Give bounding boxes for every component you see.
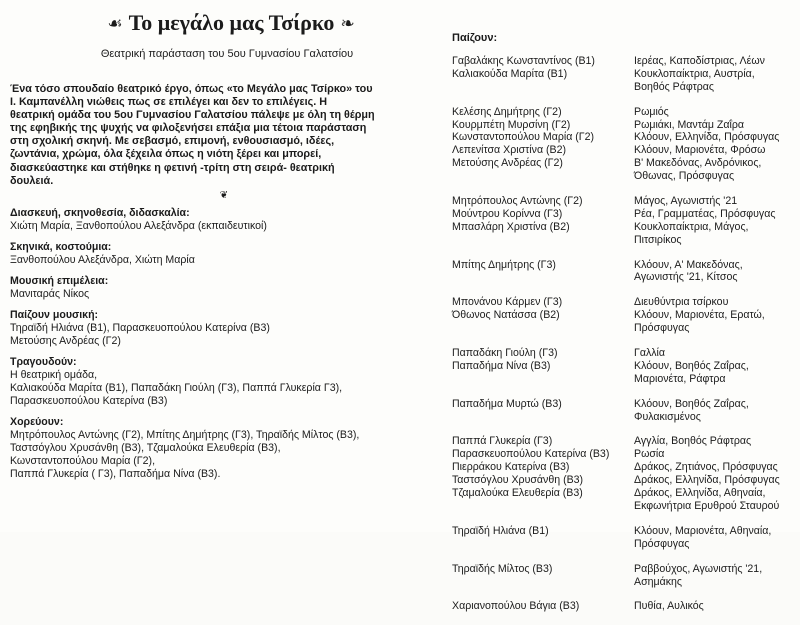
cast-group	[452, 296, 796, 335]
cast-names	[452, 195, 634, 247]
credit-line: Τηραϊδή Ηλιάνα (Β1), Παρασκευοπούλου Κατερίνα (Β3)	[10, 321, 270, 334]
cast-group	[452, 435, 796, 512]
intro-line: της εφηβικής της ψυχής να φιλοξενήσει επάξια μια τέτοια παράσταση	[10, 122, 367, 135]
credit-heading: Σκηνικά, κοστούμια:	[10, 240, 112, 253]
intro-line: δουλειά.	[10, 174, 54, 187]
cast-member-role: Πρόσφυγας	[634, 537, 690, 550]
cast-member-name: Τηραϊδής Μίλτος (Β3)	[452, 562, 553, 575]
credit-line: Μετούσης Ανδρέας (Γ2)	[10, 334, 121, 347]
cast-member-name: Τζαμαλούκα Ελευθερία (Β3)	[452, 487, 583, 500]
credit-line: Ταστσόγλου Χρυσάνθη (Β3), Τζαμαλούκα Ελευθερία (Β3),	[10, 441, 281, 454]
cast-group	[452, 347, 796, 386]
cast-names	[452, 106, 634, 183]
cast-group	[452, 525, 796, 551]
cast-member-role: Μαριονέτα, Ράφτρα	[634, 372, 726, 385]
cast-member-role: Κλόουν, Βοηθός Ζαΐρας,	[634, 359, 749, 372]
cast-names	[452, 347, 634, 386]
cast-group	[452, 563, 796, 589]
left-column	[10, 8, 438, 489]
cast-member-role: Βοηθός Ράφτρας	[634, 80, 715, 93]
cast-member-name: Λεπενίτσα Χριστίνα (Β2)	[452, 144, 567, 157]
cast-names	[452, 259, 634, 285]
intro-paragraph	[10, 83, 438, 188]
intro-line: ζωντάνια, χρώμα, όλα ξέχειλα όπως η νιότη ξέρει και μπορεί,	[10, 148, 322, 161]
cast-names	[452, 600, 634, 613]
cast-group	[452, 195, 796, 247]
cast-member-name: Πιερράκου Κατερίνα (Β3)	[452, 461, 570, 474]
divider-ornament-icon: ❦	[219, 189, 229, 201]
credit-heading: Παίζουν μουσική:	[10, 308, 99, 321]
cast-member-role: Κλόουν, Μαριονέτα, Αθηναία,	[634, 524, 772, 537]
right-column	[452, 32, 796, 625]
cast-member-name: Γαβαλάκης Κωνσταντίνος (Β1)	[452, 55, 595, 67]
cast-roles	[634, 296, 796, 335]
cast-member-role: Φυλακισμένος	[634, 410, 701, 423]
cast-roles	[634, 55, 796, 94]
cast-member-role: Εκφωνήτρια Ερυθρού Σταυρού	[634, 499, 780, 512]
cast-member-name: Μπασλάρη Χριστίνα (Β2)	[452, 220, 570, 233]
credit-line: Μητρόπουλος Αντώνης (Γ2), Μπίτης Δημήτρης (Γ3), Τηραϊδής Μίλτος (Β3),	[10, 428, 360, 441]
cast-roles	[634, 195, 796, 247]
cast-list	[452, 55, 796, 613]
cast-member-role: Κλόουν, Βοηθός Ζαΐρας,	[634, 397, 749, 410]
cast-member-name: Τηραϊδή Ηλιάνα (Β1)	[452, 524, 549, 537]
credit-line: Παππά Γλυκερία ( Γ3), Παπαδήμα Νίνα (Β3).	[10, 467, 221, 480]
cast-roles	[634, 563, 796, 589]
cast-member-role: Ρωμιός	[634, 105, 669, 118]
credit-music-editing	[10, 275, 438, 301]
cast-member-role: Ρωσία	[634, 448, 665, 461]
cast-group	[452, 106, 796, 183]
credit-line: Καλιακούδα Μαρίτα (Β1), Παπαδάκη Γιούλη (Γ3), Παππά Γλυκερία Γ3),	[10, 381, 343, 394]
cast-group	[452, 600, 796, 613]
intro-line: θεατρική ομάδα του 5ου Γυμνασίου Γαλατσίου πάλεψε με όλη τη θέρμη	[10, 109, 375, 122]
credit-line: Ξανθοπούλου Αλεξάνδρα, Χιώτη Μαρία	[10, 253, 195, 266]
cast-member-name: Παπαδήμα Μυρτώ (Β3)	[452, 397, 562, 410]
cast-member-name: Μητρόπουλος Αντώνης (Γ2)	[452, 195, 583, 208]
intro-line: στη σχολική σκηνή. Με σεβασμό, επιμονή, ενθουσιασμό, ιδέες,	[10, 135, 335, 148]
cast-roles	[634, 525, 796, 551]
cast-roles	[634, 435, 796, 512]
cast-roles	[634, 398, 796, 424]
cast-member-role: Κλόουν, Ελληνίδα, Πρόσφυγας	[634, 131, 780, 144]
credit-line: Μανιταράς Νίκος	[10, 287, 90, 300]
cast-group	[452, 398, 796, 424]
cast-names	[452, 435, 634, 512]
cast-names	[452, 398, 634, 424]
cast-member-role: Ρέα, Γραμματέας, Πρόσφυγας	[634, 207, 776, 220]
ornament-left-icon: ☙	[107, 14, 123, 34]
cast-group	[452, 55, 796, 94]
credit-line: Κωνσταντοπούλου Μαρία (Γ2),	[10, 454, 156, 467]
intro-line: διασκεύαστηκε και στήθηκε η φετινή -τρίτη στη σειρά- θεατρική	[10, 161, 335, 174]
credit-line: Η θεατρική ομάδα,	[10, 368, 98, 381]
credit-singers	[10, 356, 438, 408]
cast-member-name: Παπαδήμα Νίνα (Β3)	[452, 359, 551, 372]
cast-member-role: Πιτσιρίκος	[634, 233, 682, 246]
credit-line: Χιώτη Μαρία, Ξανθοπούλου Αλεξάνδρα (εκπαιδευτικοί)	[10, 219, 267, 232]
cast-names	[452, 55, 634, 94]
cast-group	[452, 259, 796, 285]
cast-names	[452, 563, 634, 589]
cast-member-role: Διευθύντρια τσίρκου	[634, 296, 729, 309]
cast-member-role: Όθωνας, Πρόσφυγας	[634, 170, 735, 183]
cast-member-role: Κουκλοπαίκτρια, Μάγος,	[634, 220, 749, 233]
credit-heading: Μουσική επιμέλεια:	[10, 274, 109, 287]
cast-member-role: Κουκλοπαίκτρια, Αυστρία,	[634, 67, 755, 80]
cast-member-name: Μούντρου Κορίννα (Γ3)	[452, 207, 563, 220]
cast-member-role: Δράκος, Ελληνίδα, Αθηναία,	[634, 487, 766, 500]
cast-heading: Παίζουν:	[452, 32, 498, 44]
cast-member-role: Ασημάκης	[634, 575, 683, 588]
cast-member-name: Κωνσταντοπούλου Μαρία (Γ2)	[452, 131, 595, 144]
ornament-right-icon: ❧	[340, 14, 355, 34]
cast-member-role: Κλόουν, Α' Μακεδόνας,	[634, 258, 743, 271]
cast-member-role: Αγωνιστής '21, Κίτσος	[634, 271, 738, 284]
subtitle: Θεατρική παράσταση του 5ου Γυμνασίου Γαλατσίου	[100, 48, 354, 60]
cast-names	[452, 296, 634, 335]
intro-line: Ένα τόσο σπουδαίο θεατρικό έργο, όπως «το Μεγάλο μας Τσίρκο» του	[10, 83, 373, 95]
cast-member-name: Μπονάνου Κάρμεν (Γ3)	[452, 296, 563, 309]
credit-heading: Διασκευή, σκηνοθεσία, διδασκαλία:	[10, 206, 190, 219]
cast-member-role: Αγγλία, Βοηθός Ράφτρας	[634, 435, 752, 448]
page-title	[24, 10, 438, 37]
cast-member-role: Κλόουν, Μαριονέτα, Ερατώ,	[634, 309, 765, 322]
cast-member-role: Γαλλία	[634, 347, 666, 360]
cast-roles	[634, 259, 796, 285]
cast-member-role: Δράκος, Ζητιάνος, Πρόσφυγας	[634, 461, 778, 474]
cast-member-role: Ιερέας, Καποδίστριας, Λέων	[634, 55, 765, 67]
cast-roles	[634, 106, 796, 183]
title-text: Το μεγάλο μας Τσίρκο	[128, 10, 335, 35]
cast-member-name: Μπίτης Δημήτρης (Γ3)	[452, 258, 556, 271]
cast-roles	[634, 347, 796, 386]
cast-member-role: Πρόσφυγας	[634, 322, 690, 335]
cast-member-name: Ταστσόγλου Χρυσάνθη (Β3)	[452, 474, 584, 487]
intro-line: Ι. Καμπανέλλη νιώθεις πως σε επιλέγει και δεν το επιλέγεις. Η	[10, 96, 328, 109]
cast-member-role: Κλόουν, Μαριονέτα, Φρόσω	[634, 144, 766, 157]
cast-member-name: Παπαδάκη Γιούλη (Γ3)	[452, 347, 558, 360]
cast-member-name: Μετούσης Ανδρέας (Γ2)	[452, 157, 563, 170]
cast-member-name: Χαριανοπούλου Βάγια (Β3)	[452, 600, 580, 613]
cast-member-role: Ραββούχος, Αγωνιστής '21,	[634, 562, 763, 575]
cast-member-role: Μάγος, Αγωνιστής '21	[634, 195, 738, 208]
credit-dancers	[10, 416, 438, 481]
cast-member-role: Πυθία, Αυλικός	[634, 600, 704, 613]
cast-member-name: Καλιακούδα Μαρίτα (Β1)	[452, 67, 568, 80]
cast-roles	[634, 600, 796, 613]
credit-musicians	[10, 309, 438, 348]
cast-member-name: Παππά Γλυκερία (Γ3)	[452, 435, 553, 448]
cast-member-role: Β' Μακεδόνας, Ανδρόνικος,	[634, 157, 762, 170]
cast-member-name: Όθωνος Νατάσσα (Β2)	[452, 309, 560, 322]
cast-member-role: Δράκος, Ελληνίδα, Πρόσφυγας	[634, 474, 780, 487]
cast-member-name: Κουρμπέτη Μυρσίνη (Γ2)	[452, 118, 571, 131]
credit-sets-costumes	[10, 241, 438, 267]
cast-member-name: Κελέσης Δημήτρης (Γ2)	[452, 105, 562, 118]
cast-member-role: Ρωμιάκι, Μαντάμ Ζαΐρα	[634, 118, 745, 131]
cast-names	[452, 525, 634, 551]
credit-adaptation	[10, 207, 438, 233]
credit-line: Παρασκευοπούλου Κατερίνα (Β3)	[10, 394, 168, 407]
credit-heading: Χορεύουν:	[10, 415, 64, 428]
credit-heading: Τραγουδούν:	[10, 355, 77, 368]
cast-member-name: Παρασκευοπούλου Κατερίνα (Β3)	[452, 448, 610, 461]
